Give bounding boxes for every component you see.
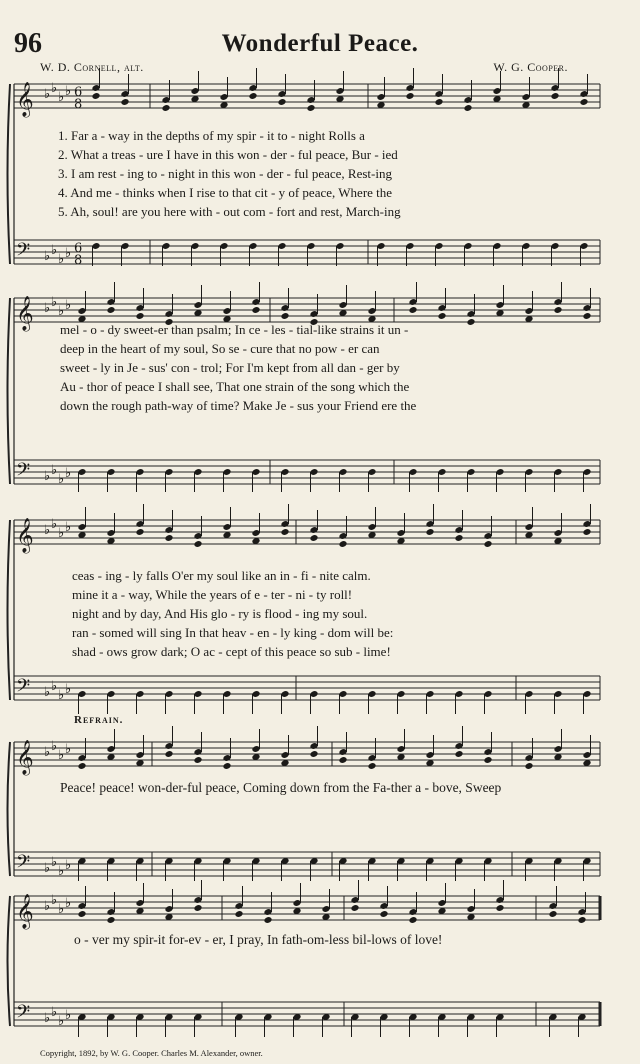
note-head bbox=[135, 312, 144, 320]
flat-icon: ♭ bbox=[65, 896, 72, 911]
note-head bbox=[495, 904, 504, 912]
note-head bbox=[222, 762, 231, 770]
verse-3-line-3: night and by day, And His glo - ry is flood - ing my soul. bbox=[72, 606, 368, 621]
note-head bbox=[193, 756, 202, 764]
note-head bbox=[577, 916, 586, 924]
flat-icon: ♭ bbox=[44, 685, 51, 700]
note-head bbox=[338, 756, 347, 764]
flat-icon: ♭ bbox=[58, 864, 65, 879]
note-head bbox=[367, 762, 376, 770]
flat-icon: ♭ bbox=[51, 679, 58, 694]
bass-clef-icon: 𝄢 bbox=[16, 852, 31, 877]
verse-5-line-1: 5. Ah, soul! are you here with - out com - fort and rest, March-ing bbox=[58, 204, 401, 219]
flat-icon: ♭ bbox=[58, 252, 65, 267]
flat-icon: ♭ bbox=[51, 243, 58, 258]
note-head bbox=[466, 318, 475, 326]
flat-icon: ♭ bbox=[51, 739, 58, 754]
verse-4-line-1: 4. And me - thinks when I rise to that cit - y of peace, Where the bbox=[58, 185, 393, 200]
system-brace bbox=[8, 298, 11, 484]
verse-1-line-3: ceas - ing - ly falls O'er my soul like an in - fi - nite calm. bbox=[72, 568, 371, 583]
flat-icon: ♭ bbox=[51, 893, 58, 908]
flat-icon: ♭ bbox=[58, 526, 65, 541]
flat-icon: ♭ bbox=[44, 249, 51, 264]
note-head bbox=[425, 528, 434, 536]
flat-icon: ♭ bbox=[65, 520, 72, 535]
flat-icon: ♭ bbox=[51, 855, 58, 870]
time-signature-top: 6 bbox=[74, 85, 83, 100]
flat-icon: ♭ bbox=[51, 463, 58, 478]
flat-icon: ♭ bbox=[65, 742, 72, 757]
refrain-label: Refrain. bbox=[74, 714, 124, 726]
verse-4-line-2: Au - thor of peace I shall see, That one strain of the song which the bbox=[60, 379, 410, 394]
note-head bbox=[263, 916, 272, 924]
note-head bbox=[434, 98, 443, 106]
flat-icon: ♭ bbox=[65, 1008, 72, 1023]
flat-icon: ♭ bbox=[58, 902, 65, 917]
flat-icon: ♭ bbox=[58, 688, 65, 703]
time-signature-bottom: 8 bbox=[74, 253, 83, 268]
hymn-title: Wonderful Peace. bbox=[221, 30, 419, 57]
note-head bbox=[454, 534, 463, 542]
note-head bbox=[306, 104, 315, 112]
bass-clef-icon: 𝄢 bbox=[16, 240, 31, 265]
note-head bbox=[309, 534, 318, 542]
note-head bbox=[350, 904, 359, 912]
verse-4-line-3: ran - somed will sing In that heav - en - ly king - dom will be: bbox=[72, 625, 394, 640]
verse-3-line-1: 3. I am rest - ing to - night in this won - der - ful peace, Rest-ing bbox=[58, 166, 392, 181]
note-head bbox=[437, 312, 446, 320]
bass-clef-icon: 𝄢 bbox=[16, 676, 31, 701]
note-head bbox=[483, 540, 492, 548]
note-head bbox=[309, 750, 318, 758]
verse-5-line-2: down the rough path-way of time? Make Je - sus your Friend ere the bbox=[60, 398, 417, 413]
note-head bbox=[550, 92, 559, 100]
flat-icon: ♭ bbox=[44, 745, 51, 760]
note-head bbox=[193, 540, 202, 548]
system-brace bbox=[8, 896, 11, 1026]
note-head bbox=[548, 910, 557, 918]
treble-clef-icon: 𝄞 bbox=[16, 296, 34, 331]
treble-clef-icon: 𝄞 bbox=[16, 518, 34, 553]
note-head bbox=[251, 306, 260, 314]
note-head bbox=[408, 916, 417, 924]
system-brace bbox=[8, 520, 11, 700]
treble-clef-icon: 𝄞 bbox=[16, 740, 34, 775]
note-head bbox=[91, 92, 100, 100]
flat-icon: ♭ bbox=[44, 861, 51, 876]
system-brace bbox=[8, 742, 11, 876]
flat-icon: ♭ bbox=[51, 1005, 58, 1020]
verse-1-line-1: 1. Far a - way in the depths of my spir - it to - night Rolls a bbox=[58, 128, 365, 143]
note-head bbox=[582, 528, 591, 536]
refrain-line-1: Peace! peace! won-der-ful peace, Coming down from the Fa-ther a - bove, Sweep bbox=[60, 780, 502, 795]
note-head bbox=[164, 534, 173, 542]
note-head bbox=[524, 762, 533, 770]
bass-clef-icon: 𝄢 bbox=[16, 460, 31, 485]
note-head bbox=[248, 92, 257, 100]
verse-3-line-2: sweet - ly in Je - sus' con - trol; For I'm kept from all dan - ger by bbox=[60, 360, 400, 375]
flat-icon: ♭ bbox=[44, 87, 51, 102]
note-head bbox=[106, 916, 115, 924]
flat-icon: ♭ bbox=[44, 1011, 51, 1026]
note-head bbox=[280, 312, 289, 320]
music-credit: W. G. Cooper. bbox=[493, 60, 568, 74]
flat-icon: ♭ bbox=[58, 748, 65, 763]
flat-icon: ♭ bbox=[44, 899, 51, 914]
note-head bbox=[579, 98, 588, 106]
note-head bbox=[463, 104, 472, 112]
flat-icon: ♭ bbox=[51, 517, 58, 532]
note-head bbox=[408, 306, 417, 314]
note-head bbox=[280, 528, 289, 536]
flat-icon: ♭ bbox=[44, 469, 51, 484]
note-head bbox=[405, 92, 414, 100]
refrain-line-2: o - ver my spir-it for-ev - er, I pray, In fath-om-less bil-lows of love! bbox=[74, 932, 443, 947]
verse-2-line-1: 2. What a treas - ure I have in this won - der - ful peace, Bur - ied bbox=[58, 147, 398, 162]
verse-5-line-3: shad - ows grow dark; O ac - cept of this peace so sub - lime! bbox=[72, 644, 391, 659]
time-signature-top: 6 bbox=[74, 241, 83, 256]
note-head bbox=[120, 98, 129, 106]
verse-1-line-2: mel - o - dy sweet-er than psalm; In ce - les - tial-like strains it un - bbox=[60, 322, 409, 337]
treble-clef-icon: 𝄞 bbox=[16, 894, 34, 929]
system-brace bbox=[8, 84, 11, 264]
words-credit: W. D. Cornell, alt. bbox=[40, 60, 144, 74]
flat-icon: ♭ bbox=[65, 858, 72, 873]
note-head bbox=[106, 306, 115, 314]
note-head bbox=[193, 904, 202, 912]
flat-icon: ♭ bbox=[65, 246, 72, 261]
time-signature-bottom: 8 bbox=[74, 97, 83, 112]
copyright-notice: Copyright, 1892, by W. G. Cooper. Charles M. Alexander, owner. bbox=[40, 1048, 263, 1058]
note-head bbox=[135, 528, 144, 536]
flat-icon: ♭ bbox=[51, 81, 58, 96]
flat-icon: ♭ bbox=[65, 466, 72, 481]
flat-icon: ♭ bbox=[58, 304, 65, 319]
flat-icon: ♭ bbox=[44, 523, 51, 538]
note-head bbox=[77, 910, 86, 918]
flat-icon: ♭ bbox=[58, 1014, 65, 1029]
note-head bbox=[77, 762, 86, 770]
verse-2-line-3: mine it a - way, While the years of e - ter - ni - ty roll! bbox=[72, 587, 353, 602]
note-head bbox=[553, 306, 562, 314]
flat-icon: ♭ bbox=[65, 84, 72, 99]
flat-icon: ♭ bbox=[65, 682, 72, 697]
treble-clef-icon: 𝄞 bbox=[16, 82, 34, 117]
note-head bbox=[379, 910, 388, 918]
verse-2-line-2: deep in the heart of my soul, So se - cure that no pow - er can bbox=[60, 341, 380, 356]
flat-icon: ♭ bbox=[58, 472, 65, 487]
note-head bbox=[582, 312, 591, 320]
flat-icon: ♭ bbox=[65, 298, 72, 313]
flat-icon: ♭ bbox=[51, 295, 58, 310]
note-head bbox=[164, 750, 173, 758]
note-head bbox=[277, 98, 286, 106]
note-head bbox=[234, 910, 243, 918]
flat-icon: ♭ bbox=[58, 90, 65, 105]
bass-clef-icon: 𝄢 bbox=[16, 1002, 31, 1027]
flat-icon: ♭ bbox=[44, 301, 51, 316]
note-head bbox=[483, 756, 492, 764]
note-head bbox=[161, 104, 170, 112]
note-head bbox=[454, 750, 463, 758]
note-head bbox=[338, 540, 347, 548]
hymn-number: 96 bbox=[14, 28, 42, 59]
